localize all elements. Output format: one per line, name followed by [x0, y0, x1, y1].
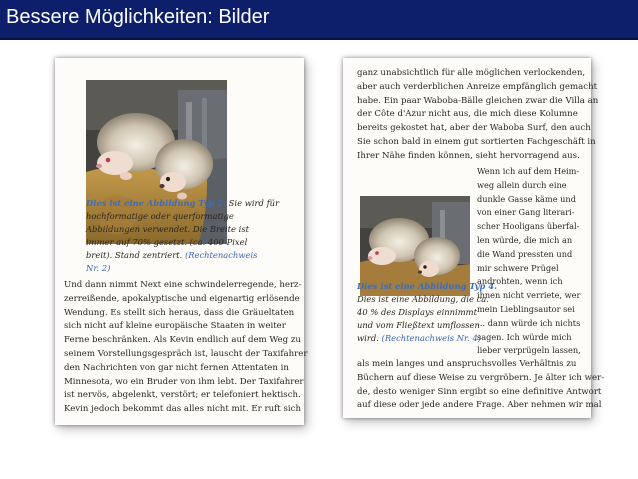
body-line: de, desto weniger Sinn ergibt so eine definitive Antwort [357, 386, 602, 397]
body-line: androhten, wenn ich [477, 276, 563, 287]
caption-credit: Nr. 2) [86, 263, 111, 273]
caption-text: hochformatige oder querformatige [86, 211, 234, 221]
body-line: Wenn ich auf dem Heim- [477, 166, 580, 176]
body-line: die Wand pressten und [477, 248, 573, 259]
body-line: den Nachrichten von gar nicht fernen Attentaten in [64, 362, 289, 373]
body-line: von einer Gang literari- [477, 207, 575, 218]
caption-text: immer auf 70% gesetzt. (ca. 400 Pixel [86, 237, 248, 247]
caption-label: Dies ist eine Abbildung Typ 4. [357, 281, 497, 291]
caption-text: wird. [357, 333, 382, 343]
body-line: scher Hooligans überfal- [477, 221, 580, 232]
caption-text: Dies ist eine Abbildung, die ca. [357, 294, 489, 304]
body-line: habe. Ein paar Waboba-Bälle gleichen zwar die Villa an [357, 95, 599, 106]
caption-label: Dies ist eine Abbildung Typ 2. [86, 198, 226, 208]
caption-text: breit). Stand zentriert. [86, 250, 185, 260]
left-body-text [64, 279, 307, 417]
body-line: mir schwere Prügel [477, 262, 559, 273]
left-page-sample [55, 58, 308, 425]
body-line: der Côte d'Azur nicht aus, die mich diese Kolumne [357, 109, 578, 120]
right-top-text [357, 67, 598, 164]
body-line: zerreißende, apokalyptische und eigenartig erlösende [64, 293, 300, 304]
body-line: aber auch verderblichen Anreize empfänglich gemacht [357, 81, 598, 92]
body-line: sagen. Ich würde mich [477, 331, 572, 342]
body-line: als mein langes und anspruchsvolles Verhältnis zu [357, 359, 577, 369]
right-wrapped-text [477, 165, 581, 358]
body-line: ist nervös, abgelenkt, verstört; er telefoniert hektisch. [64, 390, 301, 401]
body-line: dunkle Gasse käme und [477, 193, 576, 204]
body-line: Kevin jedoch bekommt das alles nicht mit. Er ruft sich [64, 404, 301, 415]
slide-title-bar [0, 0, 638, 40]
body-line: Und dann nimmt Next eine schwindelerregende, herz- [64, 280, 302, 290]
body-line: lieber verprügeln lassen, [477, 345, 581, 356]
slide-title: Bessere Möglichkeiten: Bilder [6, 6, 270, 28]
right-page-sample [343, 58, 605, 418]
caption-text: 40 % des Displays einnimmt [357, 307, 477, 317]
body-line: len würde, die mich an [477, 234, 573, 245]
body-line: mein Lieblingsautor sei [477, 303, 575, 314]
body-line: bereits gekostet hat, aber der Waboba Surf, den auch [357, 123, 591, 134]
right-bottom-text [357, 358, 604, 413]
caption-credit: (Rechtenachweis Nr. 4) [381, 333, 482, 343]
body-line: Ferne beschränken. Als Kevin endlich auf dem Weg zu [64, 335, 301, 346]
body-line: weg allein durch eine [477, 179, 567, 190]
caption-text: Sie wird für [226, 198, 280, 208]
body-line: seinem Vorstellungsgespräch ist, lauscht der Taxifahrer [64, 348, 308, 359]
body-line: auf diese oder jede andere Frage. Aber nehmen wir mal [357, 400, 602, 411]
body-line: ganz unabsichtlich für alle möglichen verlockenden, [357, 68, 586, 78]
caption-text: Abbildungen verwendet. Die Breite ist [86, 224, 249, 234]
caption-credit: (Rechtenachweis [184, 250, 258, 260]
body-line: sich nicht auf kleine europäische Staaten in weiter [64, 321, 286, 332]
figure-caption-type-2 [86, 197, 279, 275]
caption-text: und vom Fließtext umflossen [357, 320, 480, 330]
body-line: … dann würde ich nichts [477, 317, 581, 328]
body-line: ihnen nicht verriete, wer [477, 290, 581, 301]
body-line: Minnesota, wo ein Bruder von ihm lebt. Der Taxifahrer [64, 376, 304, 387]
figure-caption-type-4 [357, 280, 497, 345]
body-line: Ihrer Nähe finden können, sieht hervorragend aus. [357, 150, 580, 161]
body-line: Sie schon bald in einem gut sortierten Fachgeschäft in [357, 136, 596, 147]
body-line: Büchern auf diese Weise zu vergröbern. Je älter ich wer- [357, 372, 605, 383]
body-line: Wendung. Es stellt sich heraus, dass die Gräueltaten [64, 307, 295, 318]
